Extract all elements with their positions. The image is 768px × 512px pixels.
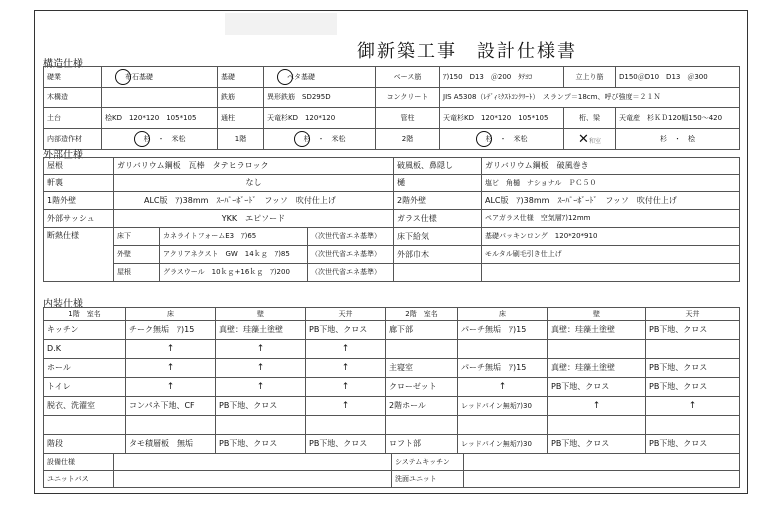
value-baseboard: モルタル刷毛引き仕上げ — [482, 246, 740, 264]
value-gutter: 塩ビ 角樋 ナショナル ＰＣ５０ — [482, 175, 740, 192]
exterior-row — [44, 246, 740, 264]
spec-sheet — [34, 10, 748, 494]
value-floor1: 杉 ・ 米松 — [303, 135, 346, 143]
label-unit-bath: ユニットバス — [44, 471, 114, 488]
value-sash: YKK エピソード — [114, 210, 394, 228]
interior-row — [44, 416, 740, 435]
header-wall: 壁 — [548, 308, 646, 321]
room-name: 階段 — [44, 435, 126, 454]
cross-out-icon: ✕ — [578, 131, 589, 147]
value-through-column: 天竜杉KD 120*120 — [267, 113, 336, 122]
label-sash: 外部サッシュ — [44, 210, 114, 228]
equipment-row — [44, 454, 740, 471]
exterior-row — [44, 210, 740, 228]
value-rise-rebar: D150＠D10 D13 ＠300 — [619, 72, 708, 81]
insulation-part: 屋根 — [114, 264, 160, 282]
insulation-standard: （次世代省エネ基準） — [308, 264, 394, 282]
interior-header-row — [44, 308, 740, 321]
room-name: ロフト部 — [386, 435, 458, 454]
insulation-material: アクリアネクスト GW 14ｋｇ ｱ)85 — [160, 246, 308, 264]
label-foundation: 基礎 — [218, 67, 264, 88]
value-column: 天竜杉KD 120*120 105*105 — [443, 113, 549, 122]
value-foundation-type: 布石基礎 — [125, 73, 153, 81]
interior-row: キッチン チーク無垢 ｱ)15 真壁：珪藻土塗壁 PB下地、クロス 廊下部 パーチ無垢 ｱ)15 真壁：珪藻土塗壁 PB下地、クロス — [44, 321, 740, 340]
value-base-rebar: ｱ)150 D13 ＠200 ﾀﾃﾖｺ — [443, 72, 533, 81]
room-name: 廊下部 — [386, 321, 458, 340]
structure-section-title: 構造仕様 — [43, 59, 83, 70]
equipment-table — [43, 453, 740, 488]
insulation-part: 床下 — [114, 228, 160, 246]
value-glass: ペアガラス仕様 空気層ｱ)12mm — [482, 210, 740, 228]
label-floor1: 1階 — [218, 129, 264, 150]
label-japanese-room: 和室 — [588, 137, 601, 145]
interior-row: D.K ↑ ↑ ↑ — [44, 340, 740, 359]
label-wood-structure: 木構造 — [44, 88, 102, 108]
exterior-row — [44, 175, 740, 192]
label-column: 管柱 — [376, 108, 440, 129]
insulation-standard: （次世代省エネ基準） — [308, 246, 394, 264]
label-eaves: 軒裏 — [44, 175, 114, 192]
interior-row: 階段 タモ積層板 無垢 PB下地、クロス PB下地、クロス ロフト部 レッドパイン無垢ｱ)30 PB下地、クロス PB下地、クロス — [44, 435, 740, 454]
exterior-section-title: 外部仕様 — [43, 150, 83, 161]
label-interior-material: 内部造作材 — [44, 129, 102, 150]
label-beam: 桁、梁 — [564, 108, 616, 129]
header-floor: 床 — [458, 308, 548, 321]
value-wall2: ALC版 ｱ)38mm ｽｰﾊﾟｰﾎﾞｰﾄﾞ フッソ 吹付仕上げ — [482, 192, 740, 210]
label-floor2: 2階 — [376, 129, 440, 150]
label-washbasin-unit: 洗面ユニット — [392, 471, 464, 488]
value-wall1: ALC版 ｱ)38mm ｽｰﾊﾟｰﾎﾞｰﾄﾞ フッソ 吹付仕上げ — [114, 192, 394, 210]
label-through-column: 通柱 — [218, 108, 264, 129]
label-roof: 屋根 — [44, 158, 114, 175]
exterior-row — [44, 192, 740, 210]
structure-table — [43, 66, 740, 150]
label-fascia: 破風板、鼻隠し — [394, 158, 482, 175]
label-wall2: 2階外壁 — [394, 192, 482, 210]
room-name: トイレ — [44, 378, 126, 397]
structure-row — [44, 108, 740, 129]
insulation-material: カネライトフォームE3 ｱ)65 — [160, 228, 308, 246]
value-underfloor-vent: 基礎パッキンロング 120*20*910 — [482, 228, 740, 246]
label-base-rebar: ベース筋 — [376, 67, 440, 88]
exterior-row — [44, 264, 740, 282]
label-underfloor-vent: 床下給気 — [394, 228, 482, 246]
label-gutter: 樋 — [394, 175, 482, 192]
room-name: 2階ホール — [386, 397, 458, 416]
label-wall1: 1階外壁 — [44, 192, 114, 210]
value-eaves: なし — [114, 175, 394, 192]
label-rise-rebar: 立上り筋 — [564, 67, 616, 88]
value-roof: ガリバリウム鋼板 瓦棒 タテヒラロック — [114, 158, 394, 175]
value-fascia: ガリバリウム鋼板 破風巻き — [482, 158, 740, 175]
value-sill: 桧KD 120*120 105*105 — [105, 113, 197, 122]
label-glass: ガラス仕様 — [394, 210, 482, 228]
exterior-row — [44, 158, 740, 175]
value-rebar: 異形鉄筋 SD295D — [264, 88, 376, 108]
interior-row: 脱衣、洗濯室 コンパネ下地、CF PB下地、クロス ↑ 2階ホール レッドパイン無垢ｱ)30 ↑ ↑ — [44, 397, 740, 416]
header-ceiling: 天井 — [306, 308, 386, 321]
interior-table — [43, 307, 740, 454]
room-name: キッチン — [44, 321, 126, 340]
label-insulation: 断熱仕様 — [44, 228, 114, 282]
header-wall: 壁 — [216, 308, 306, 321]
document-title: 御新築工事 設計仕様書 — [357, 41, 577, 62]
label-sill: 土台 — [44, 108, 102, 129]
equipment-row — [44, 471, 740, 488]
label-concrete: コンクリート — [376, 88, 440, 108]
interior-row: トイレ ↑ ↑ ↑ クローゼット ↑ PB下地、クロス PB下地、クロス — [44, 378, 740, 397]
label-system-kitchen: システムキッチン — [392, 454, 464, 471]
structure-row — [44, 88, 740, 108]
value-concrete: JIS A5308（ﾚﾃﾞｨﾐｸｽﾄｺﾝｸﾘｰﾄ） スランプ＝18cm、呼び強度＝２１Ｎ — [440, 88, 740, 108]
interior-section-title: 内装仕様 — [43, 299, 83, 310]
insulation-material: グラスウール 10ｋｇ+16ｋｇ ｱ)200 — [160, 264, 308, 282]
structure-row — [44, 129, 740, 150]
header-room-1f: 1階 室名 — [44, 308, 126, 321]
exterior-row — [44, 228, 740, 246]
room-name: D.K — [44, 340, 126, 359]
value-japanese-room: 杉 ・ 桧 — [616, 129, 740, 150]
structure-row — [44, 67, 740, 88]
label-foundation-type: 礎業 — [44, 67, 102, 88]
room-name: 主寝室 — [386, 359, 458, 378]
header-room-2f: 2階 室名 — [386, 308, 458, 321]
room-name: ホール — [44, 359, 126, 378]
insulation-part: 外壁 — [114, 246, 160, 264]
header-ceiling: 天井 — [646, 308, 740, 321]
interior-row: ホール ↑ ↑ ↑ 主寝室 パーチ無垢 ｱ)15 真壁：珪藻土塗壁 PB下地、クロス — [44, 359, 740, 378]
insulation-standard: （次世代省エネ基準） — [308, 228, 394, 246]
value-foundation: ベタ基礎 — [287, 73, 315, 81]
redacted-client-name — [225, 13, 337, 35]
room-name: クローゼット — [386, 378, 458, 397]
value-beam: 天竜産 杉ＫＤ120幅150～420 — [619, 113, 723, 122]
equipment-section-title: 設備仕様 — [44, 454, 114, 471]
value-interior-material: 杉 ・ 米松 — [143, 135, 186, 143]
value-floor2: 杉 ・ 米松 — [485, 135, 528, 143]
room-name: 脱衣、洗濯室 — [44, 397, 126, 416]
label-baseboard: 外部巾木 — [394, 246, 482, 264]
label-rebar: 鉄筋 — [218, 88, 264, 108]
exterior-table — [43, 157, 740, 282]
header-floor: 床 — [126, 308, 216, 321]
